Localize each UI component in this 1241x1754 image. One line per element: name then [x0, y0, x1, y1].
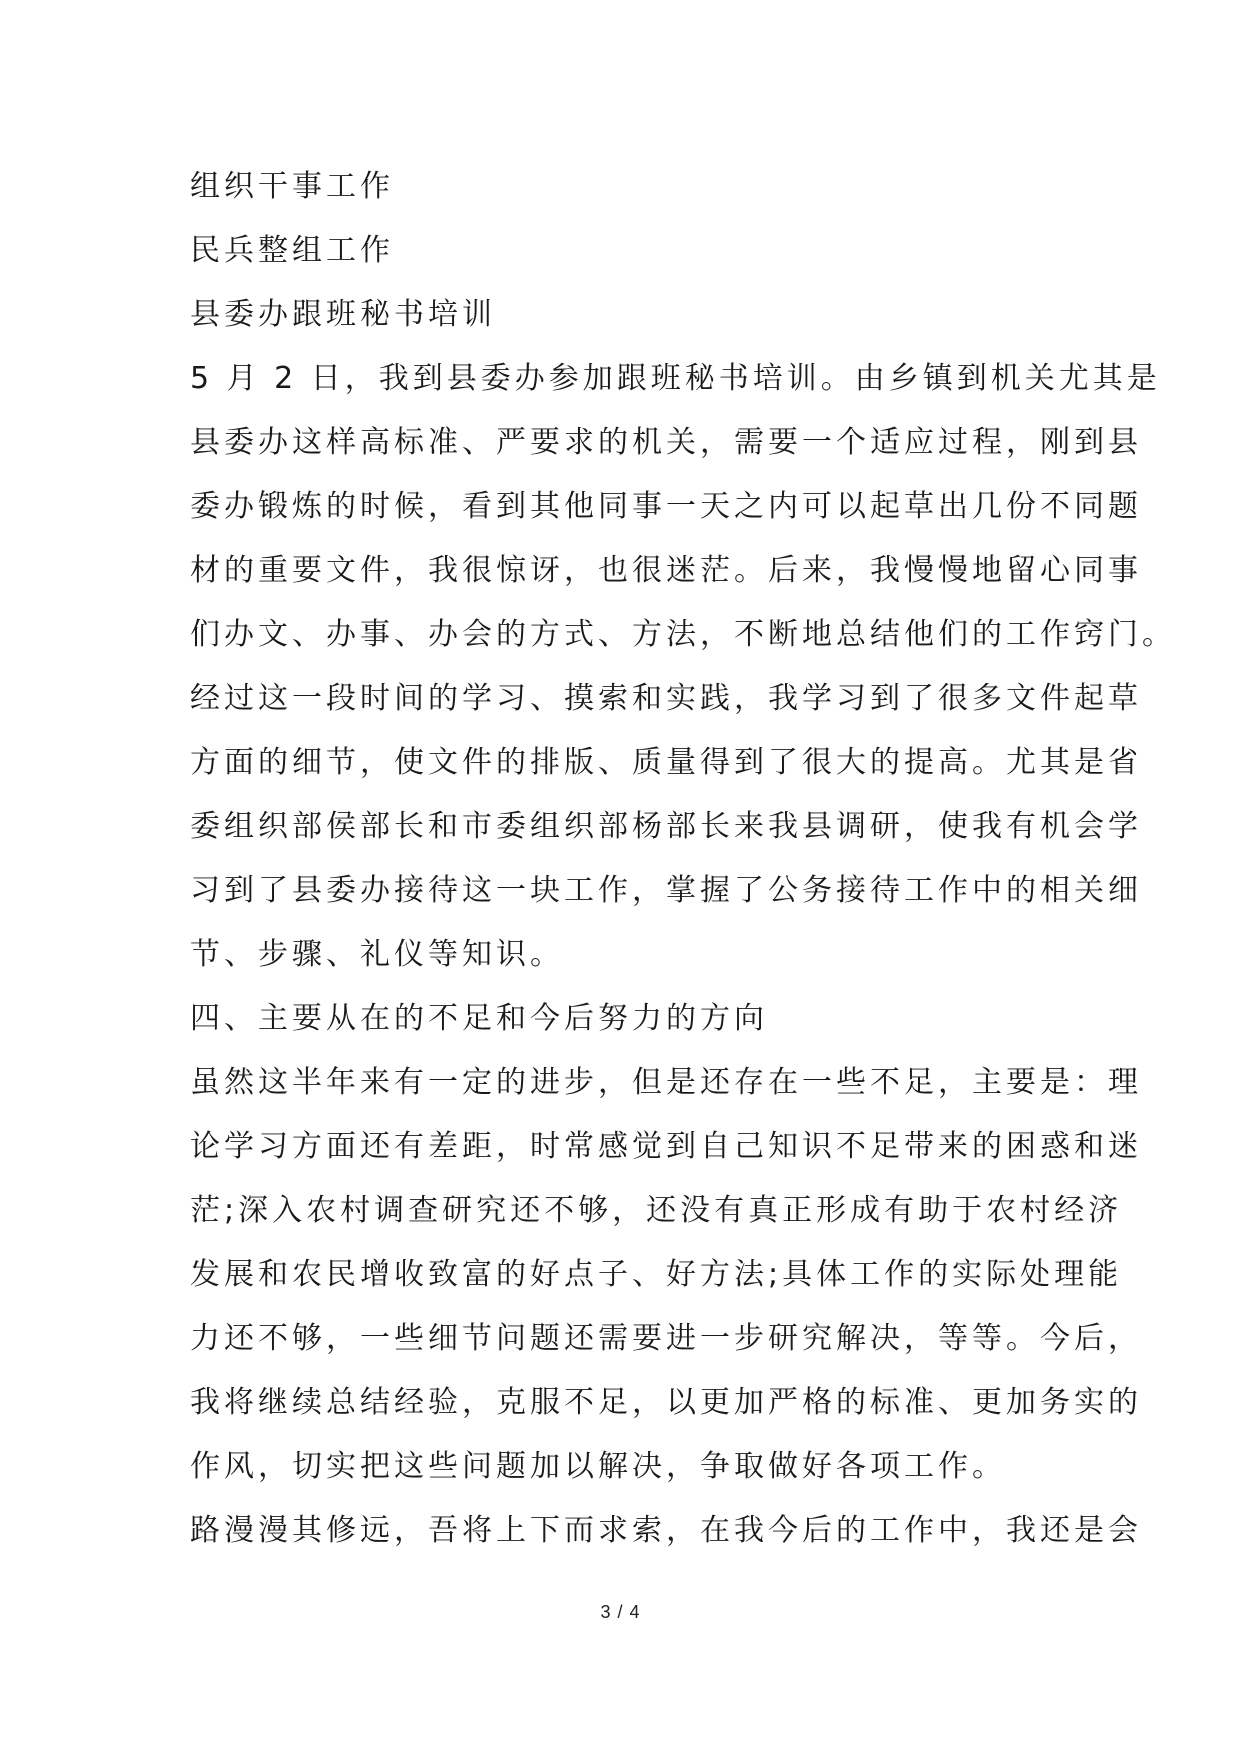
heading-line: 县委办跟班秘书培训 — [190, 297, 496, 332]
paragraph-line: 我将继续总结经验，克服不足，以更加严格的标准、更加务实的 — [190, 1385, 1142, 1420]
paragraph-line: 节、步骤、礼仪等知识。 — [190, 937, 564, 972]
paragraph-line: 路漫漫其修远，吾将上下而求索，在我今后的工作中，我还是会 — [190, 1513, 1142, 1548]
paragraph-line: 材的重要文件，我很惊讶，也很迷茫。后来，我慢慢地留心同事 — [190, 553, 1142, 588]
paragraph-line: 习到了县委办接待这一块工作，掌握了公务接待工作中的相关细 — [190, 873, 1142, 908]
paragraph-line: 5 月 2 日，我到县委办参加跟班秘书培训。由乡镇到机关尤其是 — [190, 361, 1161, 396]
paragraph-line: 茫;深入农村调查研究还不够，还没有真正形成有助于农村经济 — [190, 1193, 1123, 1228]
paragraph-line: 作风，切实把这些问题加以解决，争取做好各项工作。 — [190, 1449, 1006, 1484]
paragraph-line: 虽然这半年来有一定的进步，但是还存在一些不足，主要是：理 — [190, 1065, 1142, 1100]
paragraph-line: 论学习方面还有差距，时常感觉到自己知识不足带来的困惑和迷 — [190, 1129, 1142, 1164]
page-number: 3 / 4 — [600, 1602, 641, 1622]
heading-line: 民兵整组工作 — [190, 233, 394, 268]
paragraph-line: 们办文、办事、办会的方式、方法，不断地总结他们的工作窍门。 — [190, 617, 1176, 652]
paragraph-line: 经过这一段时间的学习、摸索和实践，我学习到了很多文件起草 — [190, 681, 1142, 716]
section-heading: 四、主要从在的不足和今后努力的方向 — [190, 1001, 768, 1036]
paragraph-line: 委组织部侯部长和市委组织部杨部长来我县调研，使我有机会学 — [190, 809, 1142, 844]
paragraph-line: 发展和农民增收致富的好点子、好方法;具体工作的实际处理能 — [190, 1257, 1123, 1292]
paragraph-line: 力还不够，一些细节问题还需要进一步研究解决，等等。今后， — [190, 1321, 1142, 1356]
heading-line: 组织干事工作 — [190, 169, 394, 204]
paragraph-line: 委办锻炼的时候，看到其他同事一天之内可以起草出几份不同题 — [190, 489, 1142, 524]
document-body — [190, 155, 1176, 1563]
paragraph-line: 方面的细节，使文件的排版、质量得到了很大的提高。尤其是省 — [190, 745, 1142, 780]
paragraph-line: 县委办这样高标准、严要求的机关，需要一个适应过程，刚到县 — [190, 425, 1142, 460]
